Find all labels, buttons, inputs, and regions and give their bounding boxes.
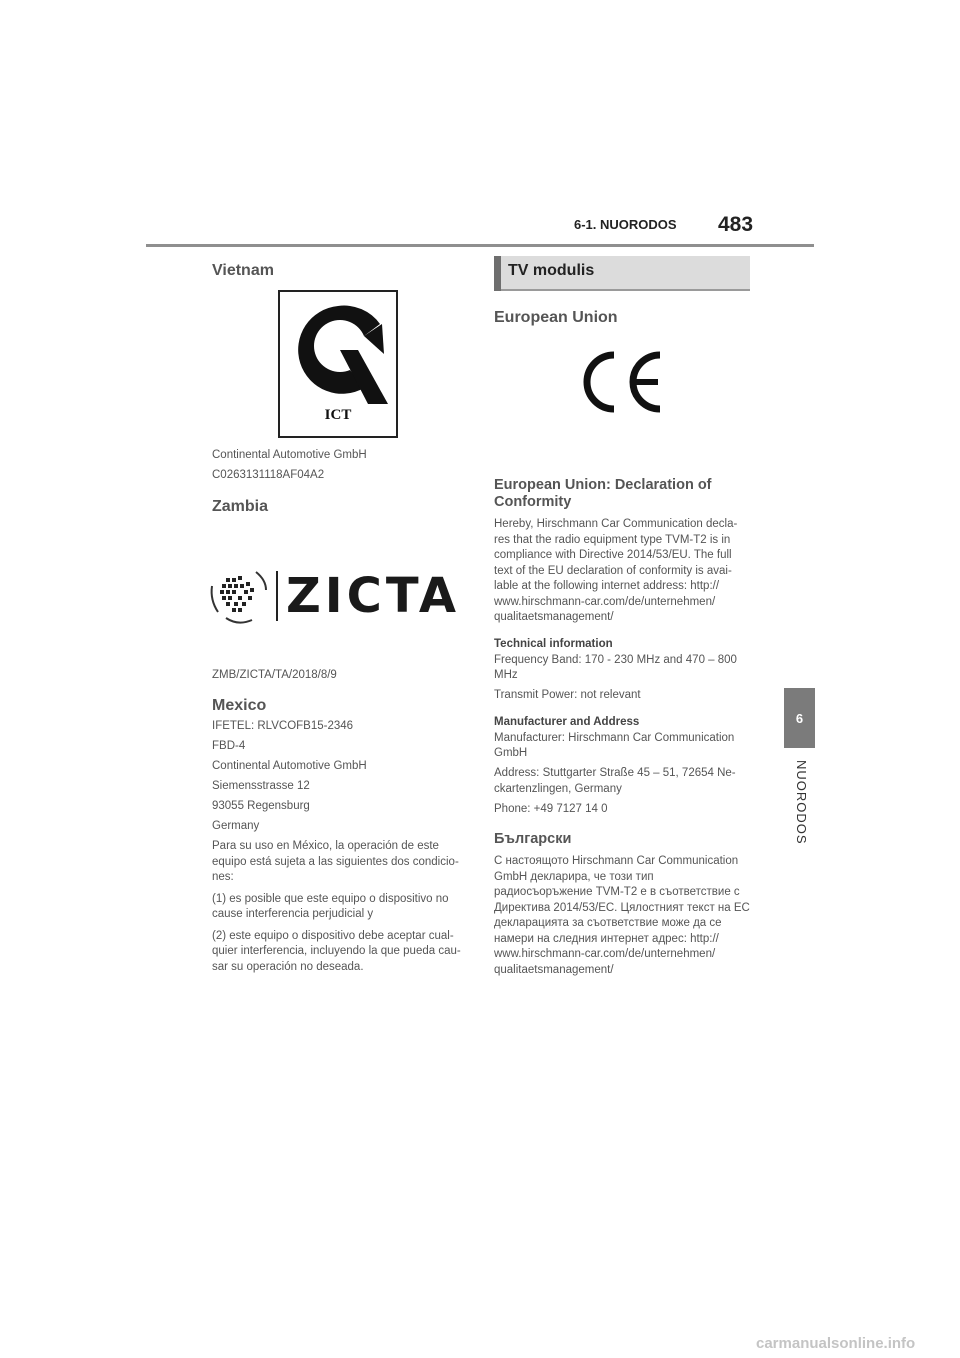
watermark: carmanualsonline.info [756,1335,916,1352]
mexico-line-1: IFETEL: RLVCOFB15-2346 [212,720,354,732]
manufacturer-line-2: Address: Stuttgarter Straße 45 – 51, 72654 Ne-ckartenzlingen, Germany [494,767,736,795]
mexico-line-2: FBD-4 [212,740,246,752]
section-title: 6-1. NUORODOS [574,217,677,232]
right-column [494,256,750,984]
mexico-paragraph-1: Para su uso en México, la operación de este equipo está sujeta a las siguientes dos condicio-nes: [212,840,459,883]
ict-logo-text: ICT [324,407,352,423]
declaration-heading: European Union: Declaration of Conformity [494,477,712,510]
zambia-heading: Zambia [212,497,269,515]
manufacturer-line-3: Phone: +49 7127 14 0 [494,802,608,815]
declaration-text: Hereby, Hirschmann Car Communication decla-res that the radio equipment type TVM-T2 is in compliance with Directive 2014/53/EU. The full text of the EU declaration of conformity is avai-lable at the following internet address: http:// www.hirschmann-car.com/de/unternehmen/ qualitaetsmanagement/ [494,518,738,623]
left-column [212,262,467,981]
mexico-paragraph-3: (2) este equipo o dispositivo debe aceptar cual-quier interferencia, incluyendo la que pueda cau-sar su operación no deseada. [212,929,461,973]
zicta-globe-icon [208,566,270,626]
ict-logo [278,290,398,438]
mexico-line-5: 93055 Regensburg [212,800,310,812]
zicta-divider [276,571,278,621]
header-divider [146,244,814,247]
page-number: 483 [718,213,754,236]
vietnam-line-1: Continental Automotive GmbH [212,449,367,461]
mexico-line-4: Siemensstrasse 12 [212,780,310,792]
zicta-logo [208,566,467,626]
mexico-line-3: Continental Automotive GmbH [212,760,367,772]
zambia-code: ZMB/ZICTA/TA/2018/8/9 [212,668,337,681]
ce-mark-icon [574,347,664,417]
tech-line-2: Transmit Power: not relevant [494,689,641,701]
manufacturer-heading: Manufacturer and Address [494,715,640,728]
vietnam-heading: Vietnam [212,262,274,279]
mexico-line-6: Germany [212,820,260,832]
eu-heading: European Union [494,309,618,326]
mexico-paragraph-2: (1) es posible que este equipo o dispositivo no cause interferencia perjudicial y [212,892,449,920]
chapter-tab [784,688,815,748]
tech-line-1: Frequency Band: 170 - 230 MHz and 470 – 800 MHz [494,653,737,681]
section-banner [494,256,750,291]
chapter-label: NUORODOS [794,760,809,845]
banner-accent [494,256,501,291]
tech-heading: Technical information [494,637,613,650]
chapter-number: 6 [795,710,804,726]
vietnam-line-2: C0263131118AF04A2 [212,469,325,481]
bulgarian-heading: Български [494,831,572,847]
banner-title: TV modulis [508,262,595,279]
mexico-heading: Mexico [212,697,267,714]
ce-mark [574,347,664,417]
manufacturer-line-1: Manufacturer: Hirschmann Car Communication GmbH [494,731,735,759]
bulgarian-text: С настоящото Hirschmann Car Communication GmbH декларира, че този тип радиосъоръжение TVM-T2 е в съответствие с Директива 2014/53/ЕС. Цялостният текст на ЕС декларацията за съответствие може да се намери на следния интернет адрес: http:// www.hirschmann-car.com/de/unternehmen/ qualitaetsmanagement/ [494,855,750,976]
zicta-logo-text: ZICTA [286,567,461,624]
